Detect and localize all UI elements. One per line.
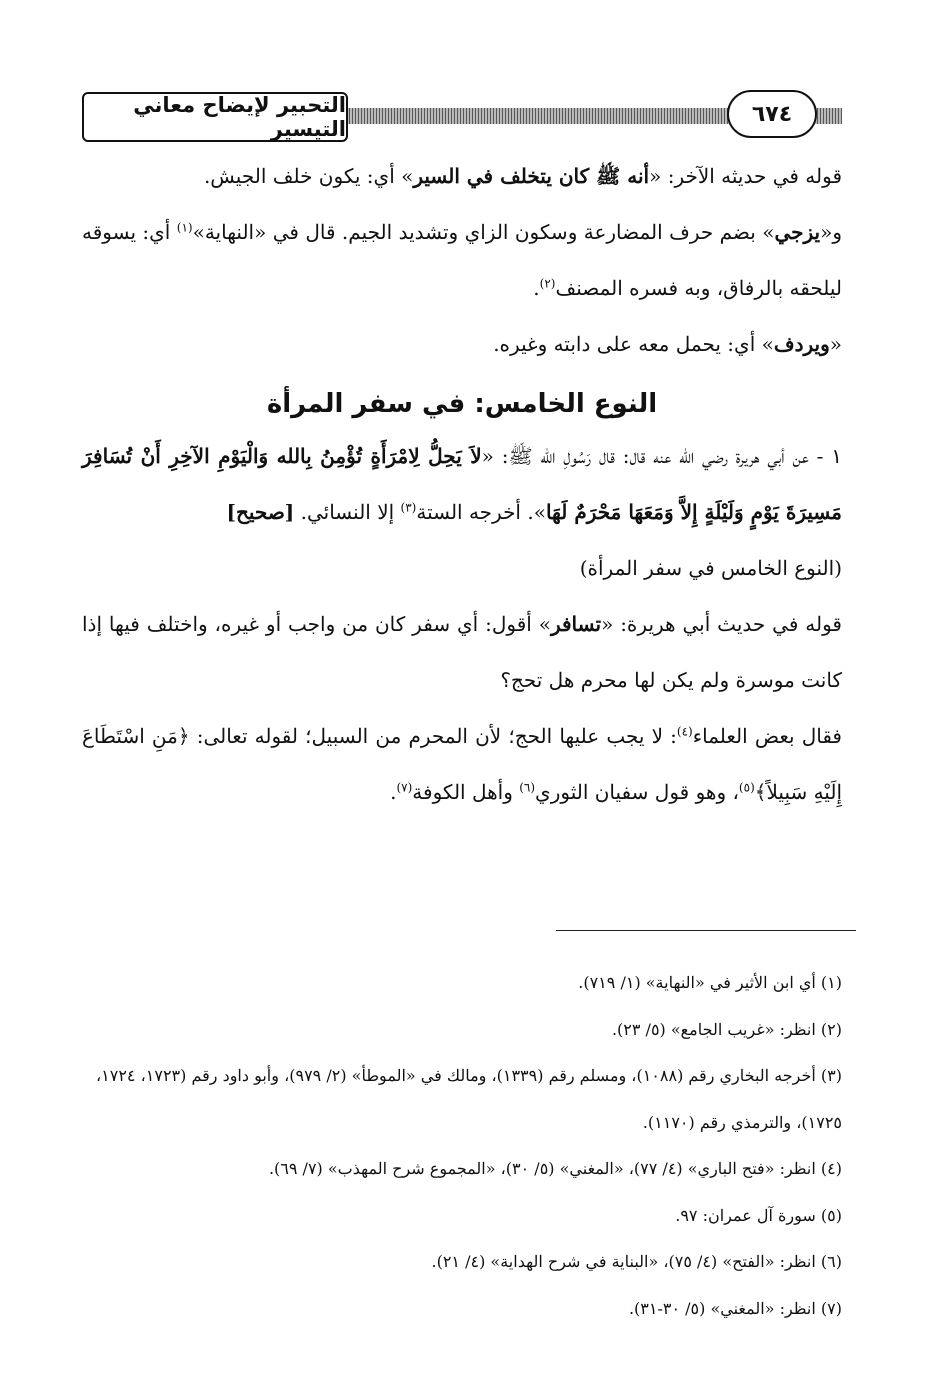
page-number: ٦٧٤	[727, 90, 817, 138]
section-heading: النوع الخامس: في سفر المرأة	[266, 389, 658, 419]
footnote-ref: (٣)	[400, 500, 417, 515]
footnote-ref: (١)	[176, 220, 193, 235]
paragraph-1	[82, 148, 842, 204]
text-run: وأهل الكوفة	[412, 780, 520, 804]
text-run: و«	[820, 220, 842, 244]
text-run: «	[829, 332, 842, 356]
footnote-3: (٣) أخرجه البخاري رقم (١٠٨٨)، ومسلم رقم (١٣٣٩)، ومالك في «الموطأ» (٢/ ٩٧٩)، وأبو داود رقم (١٧٢٣، ١٧٢٤، ١٧٢٥)، والترمذي رقم (١١٧٠).	[95, 1066, 842, 1132]
footnote-ref: (٥)	[738, 780, 755, 795]
grade-label: [صحيح]	[226, 500, 295, 524]
text-run: : لا يجب عليها الحج؛ لأن المحرم من السبيل؛ لقوله تعالى: ﴿مَنِ اسْتَطَاعَ إِلَيْهِ سَبِيلاً﴾	[82, 724, 842, 804]
text-run: ، وهو قول سفيان الثوري	[535, 780, 739, 804]
footnote-6: (٦) انظر: «الفتح» (٤/ ٧٥)، «البناية في شرح الهداية» (٤/ ٢١).	[431, 1252, 842, 1271]
footnote-2: (٢) انظر: «غريب الجامع» (٥/ ٢٣).	[611, 1019, 842, 1039]
text-run: » أقول: أي سفر كان من واجب أو غيره، واختلف فيها إذا كانت موسرة ولم يكن لها محرم هل تحج؟	[82, 612, 842, 692]
paragraph-2	[82, 204, 842, 316]
quoted-term: يزجي	[774, 220, 821, 244]
text-run: إلا النسائي.	[294, 500, 401, 524]
hadith-paragraph	[82, 428, 842, 540]
text-run: قوله في حديث أبي هريرة: «	[601, 612, 842, 636]
footnote-5: (٥) سورة آل عمران: ٩٧.	[675, 1205, 842, 1225]
paragraph-3	[82, 316, 842, 372]
footnote-ref: (٧)	[396, 780, 413, 795]
text-run: .	[533, 276, 540, 300]
text-run: » بضم حرف المضارعة وسكون الزاي وتشديد الجيم. قال في «النهاية»	[192, 220, 775, 244]
footnote-7: (٧) انظر: «المغني» (٥/ ٣٠-٣١).	[628, 1298, 842, 1318]
quoted-term: تسافر	[550, 612, 602, 636]
hadith-text: لاَ يَحِلُّ لِامْرَأَةٍ تُؤْمِنُ بِالله وَالْيَوْمِ الآخِرِ أَنْ تُسَافِرَ مَسِيرَةَ يَوْمٍ وَلَيْلَةٍ إِلاَّ وَمَعَهَا مَحْرَمٌ لَهَا	[82, 444, 842, 524]
quoted-term: ويردف	[773, 332, 830, 356]
footnotes	[82, 960, 842, 1332]
text-run: فقال بعض العلماء	[692, 724, 842, 748]
footnote-ref: (٢)	[539, 276, 556, 291]
footnote-separator	[556, 930, 856, 931]
text-run: ١ - عن أبي هريرة رضي الله عنه قال: قال رَسُولِ الله ﷺ: «	[481, 444, 842, 468]
text-run: » أي: يكون خلف الجيش.	[203, 164, 414, 188]
subheading-paragraph: (النوع الخامس في سفر المرأة)	[579, 556, 842, 580]
footnote-1: (١) أي ابن الأثير في «النهاية» (١/ ٧١٩).	[578, 973, 842, 992]
quoted-term: أنه ﷺ كان يتخلف في السير	[413, 164, 650, 188]
text-run: أي: يسوقه ليلحقه بالرفاق، وبه فسره المصنف	[82, 220, 842, 300]
main-text	[82, 148, 842, 820]
text-run: .	[390, 780, 397, 804]
paragraph-6	[82, 596, 842, 708]
text-run: » أي: يحمل معه على دابته وغيره.	[493, 332, 774, 356]
text-run: ». أخرجه الستة	[416, 500, 546, 524]
running-header	[82, 90, 842, 142]
text-run: قوله في حديثه الآخر: «	[649, 164, 842, 188]
footnote-ref: (٤)	[676, 724, 693, 739]
footnote-4: (٤) انظر: «فتح الباري» (٤/ ٧٧)، «المغني» (٥/ ٣٠)، «المجموع شرح المهذب» (٧/ ٦٩).	[268, 1159, 842, 1178]
footnote-ref: (٦)	[519, 780, 536, 795]
book-title: التحبير لإيضاح معاني التيسير	[82, 92, 348, 142]
paragraph-7	[82, 708, 842, 820]
